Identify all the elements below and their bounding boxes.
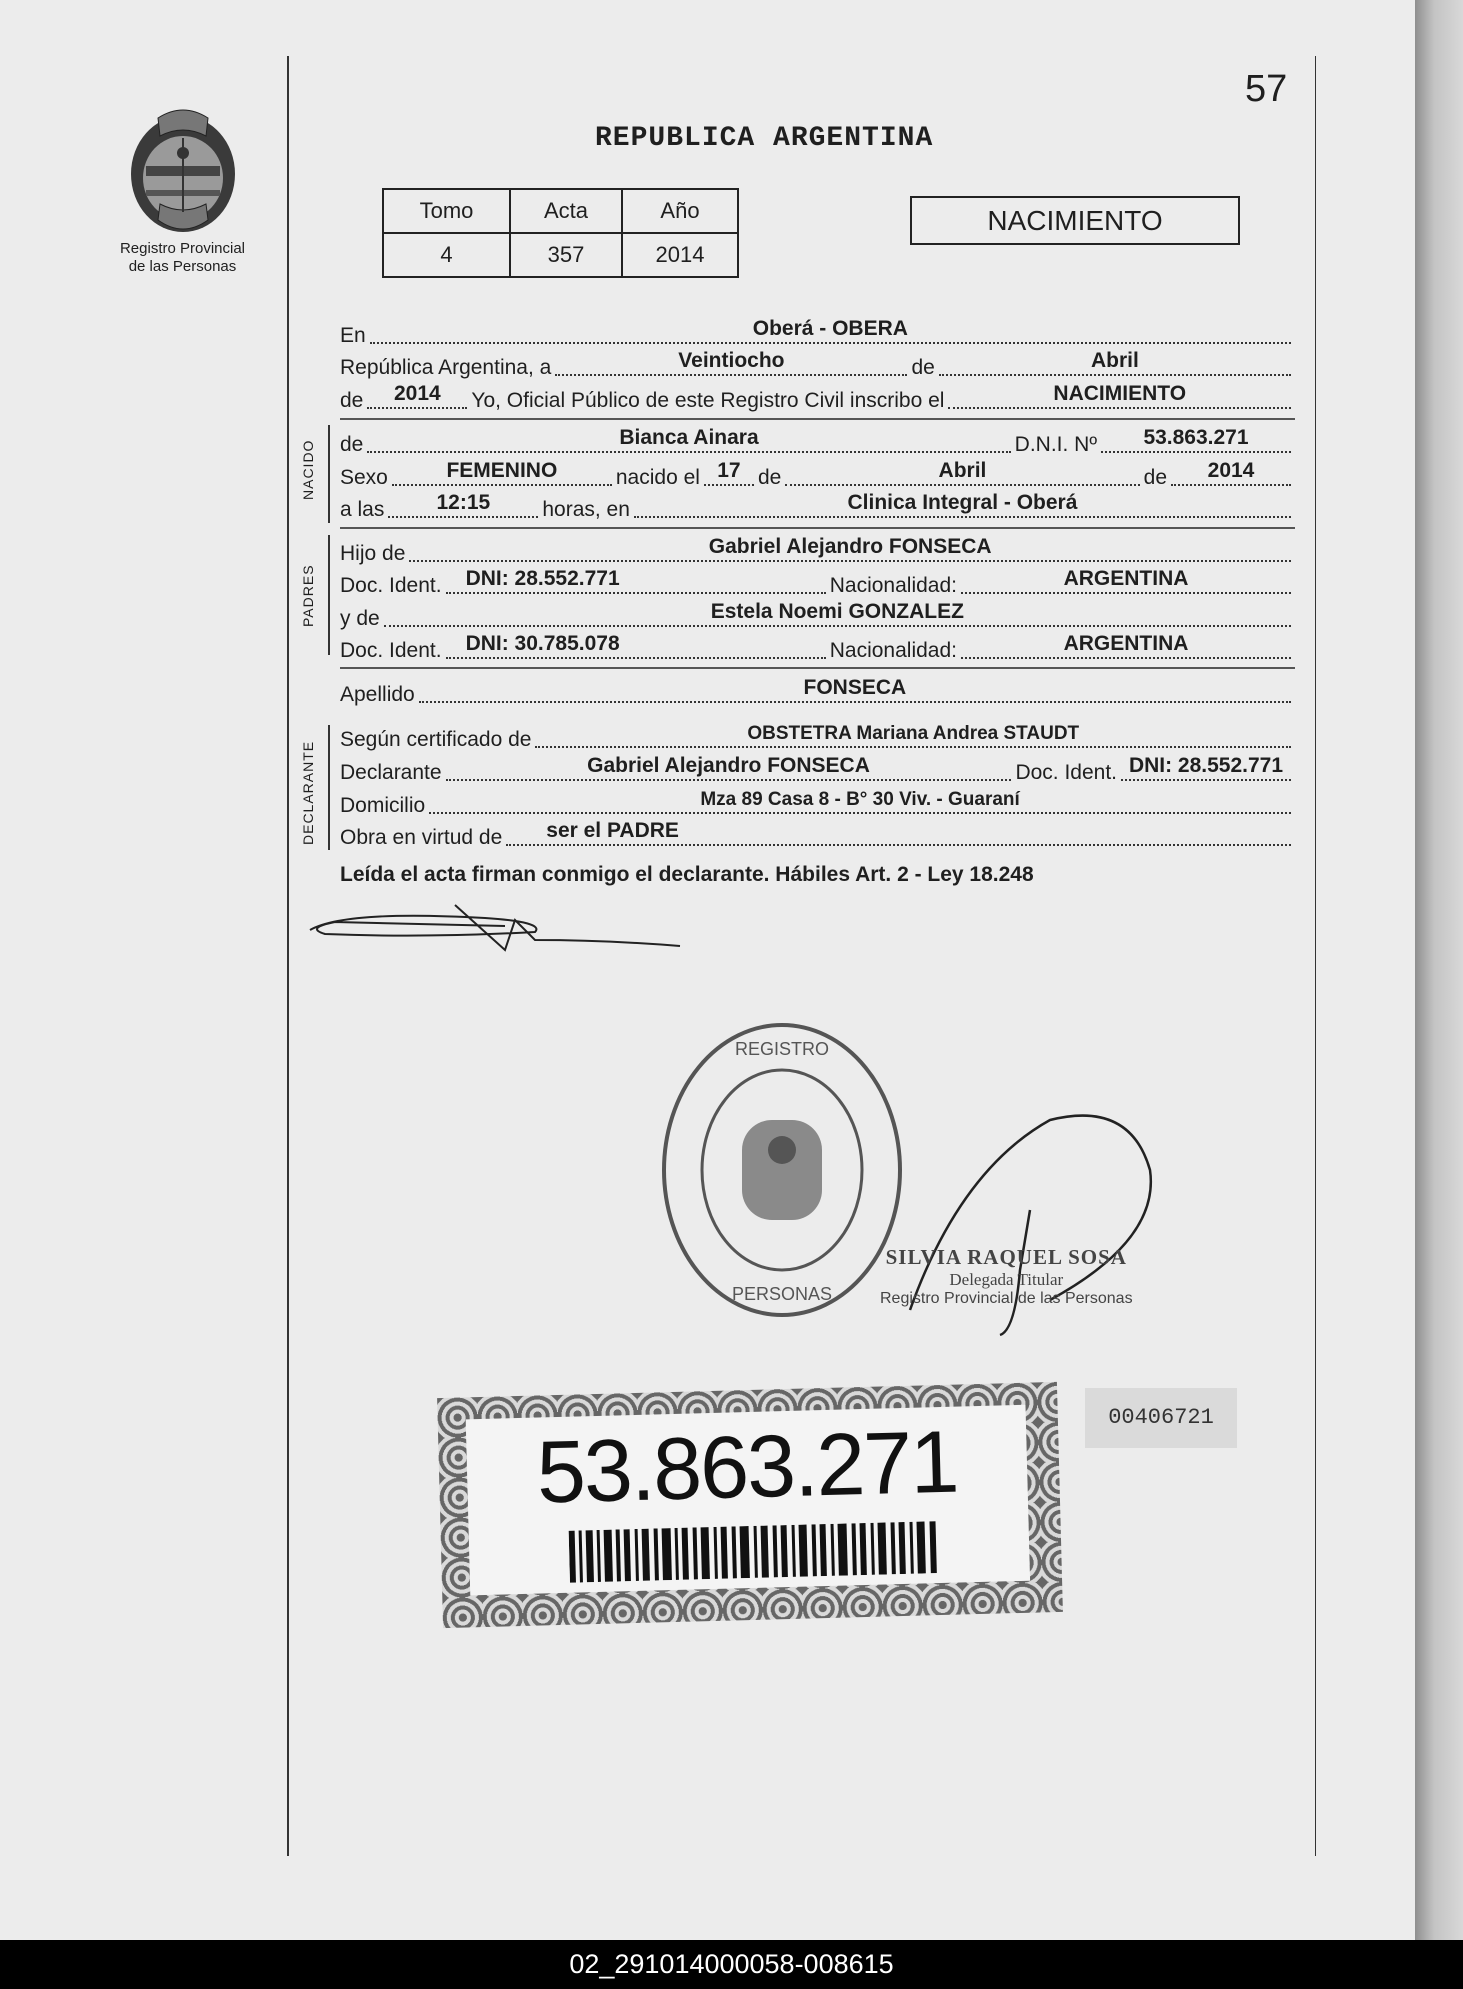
official-round-stamp-icon <box>660 1020 905 1320</box>
child-name: Bianca Ainara <box>619 426 759 449</box>
declarant-signature <box>305 900 685 960</box>
line-apellido <box>340 677 1295 707</box>
de-label: de <box>911 356 935 379</box>
month-value: Abril <box>1091 349 1139 372</box>
line-time-place <box>340 492 1295 522</box>
record-type-box: NACIMIENTO <box>910 196 1240 245</box>
line-father-doc <box>340 568 1295 598</box>
official-office: Registro Provincial de las Personas <box>880 1290 1133 1307</box>
child-dni: 53.863.271 <box>1143 426 1249 449</box>
line-father <box>340 536 1295 566</box>
cert-value: OBSTETRA Mariana Andrea STAUDT <box>747 723 1080 744</box>
apellido-value: FONSECA <box>803 676 907 699</box>
dni-label: D.N.I. Nº <box>1014 433 1097 456</box>
line-year <box>340 383 1295 413</box>
domicilio-value: Mza 89 Casa 8 - B° 30 Viv. - Guaraní <box>700 789 1020 810</box>
barcode-number: 53.863.271 <box>535 1411 959 1522</box>
day-value: Veintiocho <box>678 349 785 372</box>
domicilio-label: Domicilio <box>340 794 426 817</box>
declarante-section-label: DECLARANTE <box>300 740 316 845</box>
line-name <box>340 427 1295 457</box>
registry-value-tomo: 4 <box>383 233 510 277</box>
registry-header-ano: Año <box>622 189 738 233</box>
logo-caption-line2: de las Personas <box>128 258 237 275</box>
document-title: REPUBLICA ARGENTINA <box>595 123 934 154</box>
svg-text:PERSONAS: PERSONAS <box>731 1284 833 1304</box>
horas-label: horas, en <box>542 498 630 521</box>
en-label: En <box>340 324 366 347</box>
birth-day: 17 <box>717 459 741 482</box>
act-value: NACIMIENTO <box>1053 382 1187 405</box>
right-margin-line <box>1315 56 1316 1856</box>
line-domicilio <box>340 788 1295 818</box>
page-number: 57 <box>1245 68 1288 110</box>
father-doc-label: Doc. Ident. <box>340 574 442 597</box>
registry-header-row <box>383 189 738 233</box>
barcode-sticker-inner <box>466 1405 1030 1596</box>
registry-header-acta: Acta <box>510 189 622 233</box>
year-value: 2014 <box>394 382 441 405</box>
line-sex-birth <box>340 460 1295 490</box>
declarante-label: Declarante <box>340 761 442 784</box>
registry-value-row <box>383 233 738 277</box>
line-cert <box>340 722 1295 752</box>
de2-label: de <box>340 389 364 412</box>
de-label-2: de <box>757 466 782 489</box>
father-doc: DNI: 28.552.771 <box>465 567 620 590</box>
logo-caption-line1: Registro Provincial <box>119 240 246 257</box>
barcode-icon <box>569 1521 940 1583</box>
birth-time: 12:15 <box>436 491 491 514</box>
mother-doc-label: Doc. Ident. <box>340 639 442 662</box>
father-nat: ARGENTINA <box>1063 567 1189 590</box>
declarante-name: Gabriel Alejandro FONSECA <box>587 754 870 777</box>
place-value: Oberá - OBERA <box>752 317 908 340</box>
alas-label: a las <box>340 498 385 521</box>
birth-month: Abril <box>938 459 987 482</box>
father-nat-label: Nacionalidad: <box>829 574 957 597</box>
birth-place: Clinica Integral - Oberá <box>847 491 1078 514</box>
declarante-bar <box>328 725 330 850</box>
serial-label: 00406721 <box>1085 1388 1237 1448</box>
separator-1 <box>340 418 1295 420</box>
sexo-label: Sexo <box>340 466 388 489</box>
line-mother-doc <box>340 633 1295 663</box>
registry-table <box>382 188 739 278</box>
official-role: Delegada Titular <box>949 1270 1064 1289</box>
de-label-3: de <box>1143 466 1167 489</box>
line-place <box>340 318 1295 348</box>
line-obra <box>340 820 1295 850</box>
padres-section-label: PADRES <box>300 564 316 627</box>
nacido-el-label: nacido el <box>615 466 700 489</box>
svg-text:REGISTRO: REGISTRO <box>734 1039 830 1059</box>
line-declarante <box>340 755 1295 785</box>
oficial-text: Yo, Oficial Público de este Registro Civil inscribo el <box>471 389 945 412</box>
obra-label: Obra en virtud de <box>340 826 503 849</box>
sexo-value: FEMENINO <box>446 459 558 482</box>
logo-caption <box>100 240 265 276</box>
cert-label: Según certificado de <box>340 728 532 751</box>
birth-year: 2014 <box>1207 459 1255 482</box>
apellido-label: Apellido <box>340 683 415 706</box>
mother-nat-label: Nacionalidad: <box>829 639 957 662</box>
nacido-bar <box>328 425 330 523</box>
republica-label: República Argentina, a <box>340 356 552 379</box>
separator-2 <box>340 527 1295 529</box>
line-date <box>340 350 1295 380</box>
mother-doc: DNI: 30.785.078 <box>465 632 620 655</box>
mother-name: Estela Noemi GONZALEZ <box>710 600 964 623</box>
left-margin-line <box>287 56 289 1856</box>
padres-bar <box>328 535 330 655</box>
registry-value-ano: 2014 <box>622 233 738 277</box>
page-edge-shadow <box>1415 0 1463 1940</box>
official-stamp-text <box>880 1245 1133 1308</box>
mother-nat: ARGENTINA <box>1063 632 1189 655</box>
father-name: Gabriel Alejandro FONSECA <box>708 535 992 558</box>
barcode-sticker <box>437 1382 1063 1628</box>
scan-footer-id: 02_291014000058-008615 <box>0 1940 1463 1989</box>
separator-3 <box>340 667 1295 669</box>
declarante-doc: DNI: 28.552.771 <box>1128 754 1284 777</box>
nacido-section-label: NACIDO <box>300 439 316 500</box>
misiones-province-seal-icon <box>118 108 248 238</box>
closing-statement: Leída el acta firman conmigo el declarante. Hábiles Art. 2 - Ley 18.248 <box>340 863 1034 886</box>
yde-label: y de <box>340 607 380 630</box>
declarante-doc-label: Doc. Ident. <box>1015 761 1117 784</box>
hijo-label: Hijo de <box>340 542 406 565</box>
official-name: SILVIA RAQUEL SOSA <box>885 1245 1127 1269</box>
nacido-de-label: de <box>340 433 364 456</box>
line-mother <box>340 601 1295 631</box>
obra-value: ser el PADRE <box>546 819 679 842</box>
registry-value-acta: 357 <box>510 233 622 277</box>
registry-header-tomo: Tomo <box>383 189 510 233</box>
